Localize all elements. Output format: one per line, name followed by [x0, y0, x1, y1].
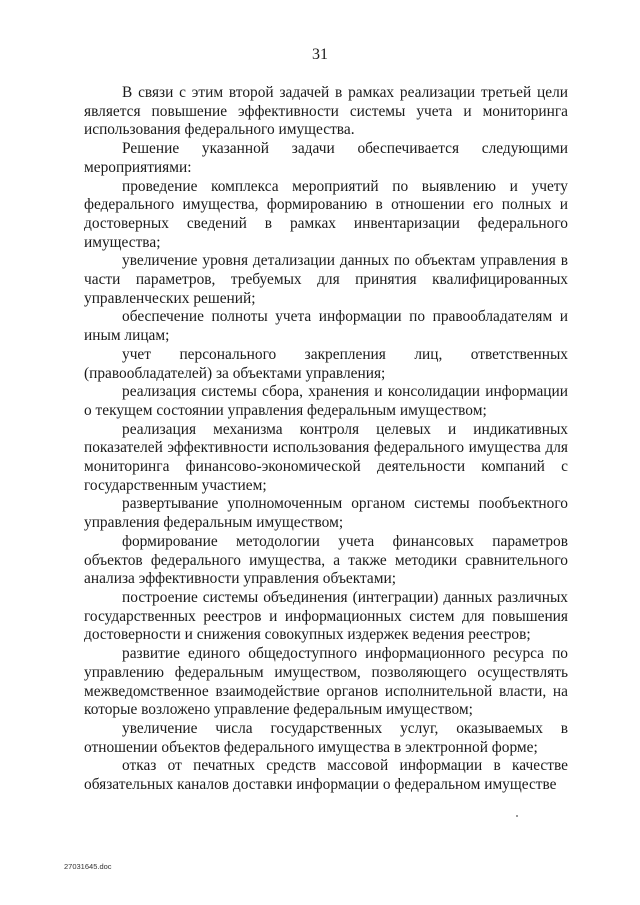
document-body: [84, 84, 568, 795]
list-item-e-services: увеличение числа государственных услуг, оказываемых в отношении объектов федерального имущества в электронной форме;: [84, 719, 568, 756]
page-number: 31: [312, 46, 328, 63]
list-item-print-media: отказ от печатных средств массовой информации в качестве обязательных каналов доставки информации о федеральном имуществе: [84, 757, 568, 794]
paragraph-task-intro: В связи с этим второй задачей в рамках реализации третьей цели является повышение эффективности системы учета и мониторинга использования федерального имущества.: [84, 84, 568, 139]
paragraph-solution-measures: Решение указанной задачи обеспечивается следующими мероприятиями:: [84, 140, 568, 176]
list-item-methodology: формирование методологии учета финансовых параметров объектов федерального имущества, а также методики сравнительного анализа эффективности управления объектами;: [84, 532, 568, 588]
list-item-detail-level: увеличение уровня детализации данных по объектам управления в части параметров, требуемых для принятия квалифицированных управленческих решений;: [84, 252, 568, 307]
footer-document-code: 27031645.doc: [64, 862, 112, 871]
list-item-control-mechanism: реализация механизма контроля целевых и индикативных показателей эффективности использования федерального имущества для мониторинга финансово-экономической деятельности компаний с государственным участием;: [84, 420, 568, 494]
list-item-public-resource: развитие единого общедоступного информационного ресурса по управлению федеральным имуществом, позволяющего осуществлять межведомственное взаимодействие органов исполнительной власти, на которые возложено управление федеральным имуществом;: [84, 645, 568, 719]
list-item-rightholders: обеспечение полноты учета информации по правообладателям и иным лицам;: [84, 308, 568, 345]
list-item-inventory: проведение комплекса мероприятий по выявлению и учету федерального имущества, формированию в отношении его полных и достоверных сведений в рамках инвентаризации федерального имущества;: [84, 177, 568, 251]
list-item-personal-assignment: учет персонального закрепления лиц, ответственных (правообладателей) за объектами управления;: [84, 345, 568, 382]
list-item-object-system: развертывание уполномоченным органом системы пообъектного управления федеральным имуществом;: [84, 495, 568, 532]
list-item-registry-integration: построение системы объединения (интеграции) данных различных государственных реестров и информационных систем для повышения достоверности и снижения совокупных издержек ведения реестров;: [84, 588, 568, 644]
scan-speck: [516, 815, 518, 817]
list-item-data-collection: реализация системы сбора, хранения и консолидации информации о текущем состоянии управления федеральным имуществом;: [84, 383, 568, 419]
